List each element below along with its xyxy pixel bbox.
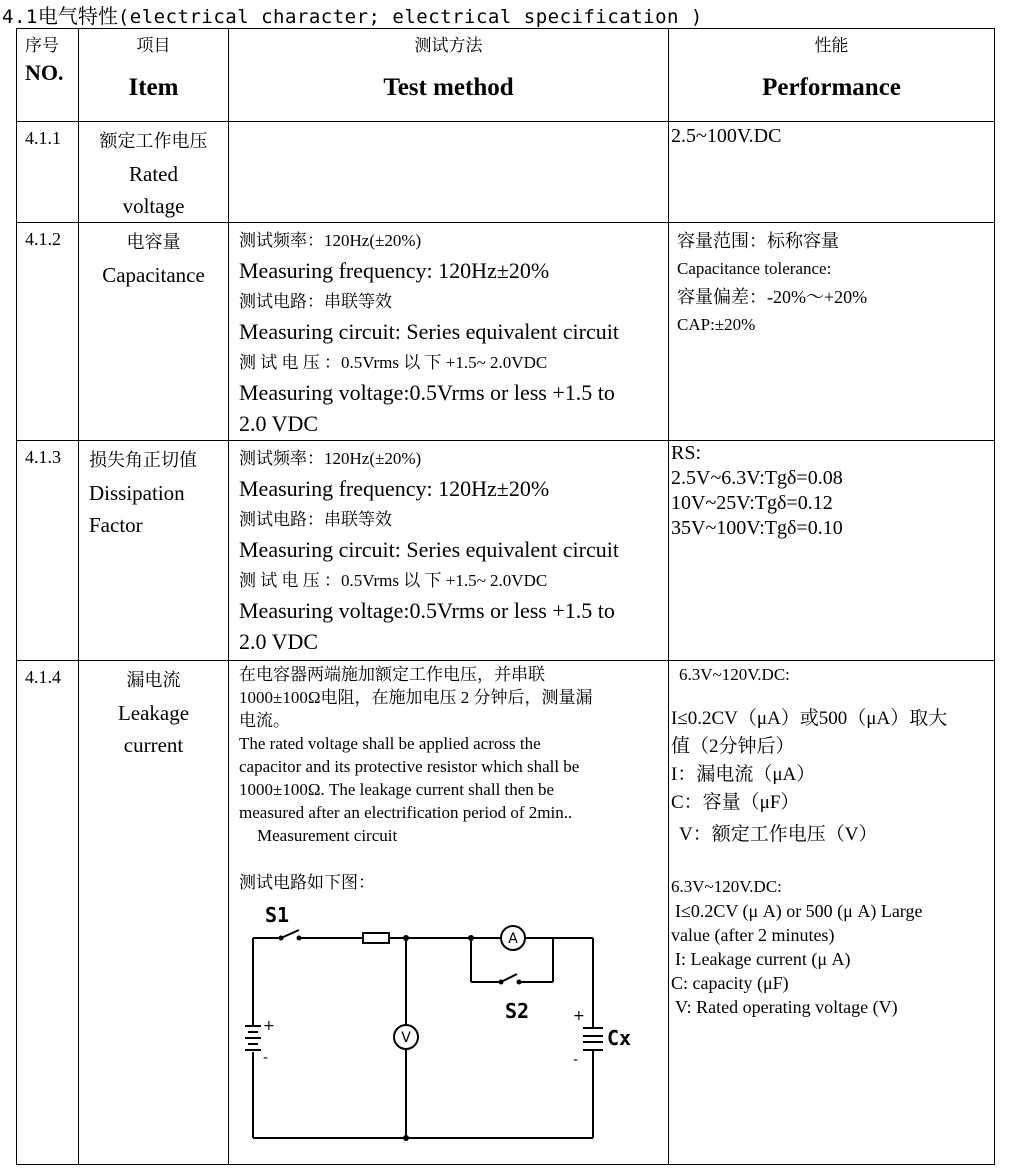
s1-contact [297,936,302,941]
test-method-cell: 测试频率：120Hz(±20%) Measuring frequency: 120Hz±20% 测试电路：串联等效 Measuring circuit: Series equivalent circuit 测 试 电 压 ：0.5Vrms 以 下 +1.5~ 2.0VDC Measuring voltage:0.5Vrms or less +1.5 to 2.0 VDC [229,223,669,441]
row-number: 4.1.3 [17,441,79,661]
section-title-en: (electrical character; electrical specification ) [117,6,703,28]
performance-cell: 2.5~100V.DC [669,122,995,223]
section-title-cn: 电气特性 [37,4,118,28]
cap-minus: - [573,1052,579,1068]
capacitor-cx-symbol [583,1028,603,1050]
battery-minus: - [263,1050,269,1066]
cap-plus: + [573,1008,585,1024]
table-row [17,441,995,661]
table-header [17,29,995,122]
battery-symbol [245,1026,261,1050]
header-performance: 性能 Performance [669,29,995,122]
header-item: 项目 Item [79,29,229,122]
item-cell: 损失角正切值 Dissipation Factor [79,441,229,661]
s2-contact [517,980,522,985]
test-method-cell: 在电容器两端施加额定工作电压，并串联 1000±100Ω电阻，在施加电压 2 分钟后，测量漏 电流。 The rated voltage shall be applied across the capacitor and its protective resistor which shall be 1000±100Ω. The leakage current shall then be measured after an electrification period of 2min.. Measurement circuit 测试电路如下图： V A S1 S2 Cx + - + - [229,661,669,1165]
performance-cell: 6.3V~120V.DC: I≤0.2CV（μA）或500（μA）取大 值（2分钟后） I：漏电流（μA） C：容量（μF） V：额定工作电压（V） 6.3V~120V.DC: I≤0.2CV (μ A) or 500 (μ A) Large value (after 2 minutes) I: Leakage current (μ A) C: capacity (μF) V: Rated operating voltage (V) [669,661,995,1165]
resistor [363,933,389,943]
junction-dot [403,935,409,941]
item-cell: 电容量 Capacitance [79,223,229,441]
spec-table [16,28,995,1165]
battery-plus: + [263,1018,275,1034]
header-test-method: 测试方法 Test method [229,29,669,122]
junction-dot [468,935,474,941]
section-heading [2,0,703,28]
table-row [17,122,995,223]
s2-label: S2 [505,999,530,1023]
junction-dot [403,1135,409,1141]
table-row [17,661,995,1165]
section-number: 4.1 [2,6,38,28]
ammeter-letter: A [508,931,518,947]
cx-label: Cx [607,1026,632,1050]
row-number: 4.1.2 [17,223,79,441]
s2-contact [499,980,504,985]
performance-cell: RS: 2.5V~6.3V:Tgδ=0.08 10V~25V:Tgδ=0.12 35V~100V:Tgδ=0.10 [669,441,995,661]
s1-switch-blade [281,930,299,938]
item-cell: 额定工作电压 Rated voltage [79,122,229,223]
row-number: 4.1.1 [17,122,79,223]
measurement-circuit-diagram [239,900,639,1150]
test-method-cell [229,122,669,223]
performance-cell: 容量范围：标称容量 Capacitance tolerance: 容量偏差：-20%～+20% CAP:±20% [669,223,995,441]
header-no: 序号 NO. [17,29,79,122]
s2-switch-blade [501,974,517,982]
table-row [17,223,995,441]
item-cell: 漏电流 Leakage current [79,661,229,1165]
voltmeter-letter: V [401,1030,411,1046]
test-method-cell: 测试频率：120Hz(±20%) Measuring frequency: 120Hz±20% 测试电路：串联等效 Measuring circuit: Series equivalent circuit 测 试 电 压 ：0.5Vrms 以 下 +1.5~ 2.0VDC Measuring voltage:0.5Vrms or less +1.5 to 2.0 VDC [229,441,669,661]
row-number: 4.1.4 [17,661,79,1165]
s1-label: S1 [265,903,290,927]
s1-contact [279,936,284,941]
